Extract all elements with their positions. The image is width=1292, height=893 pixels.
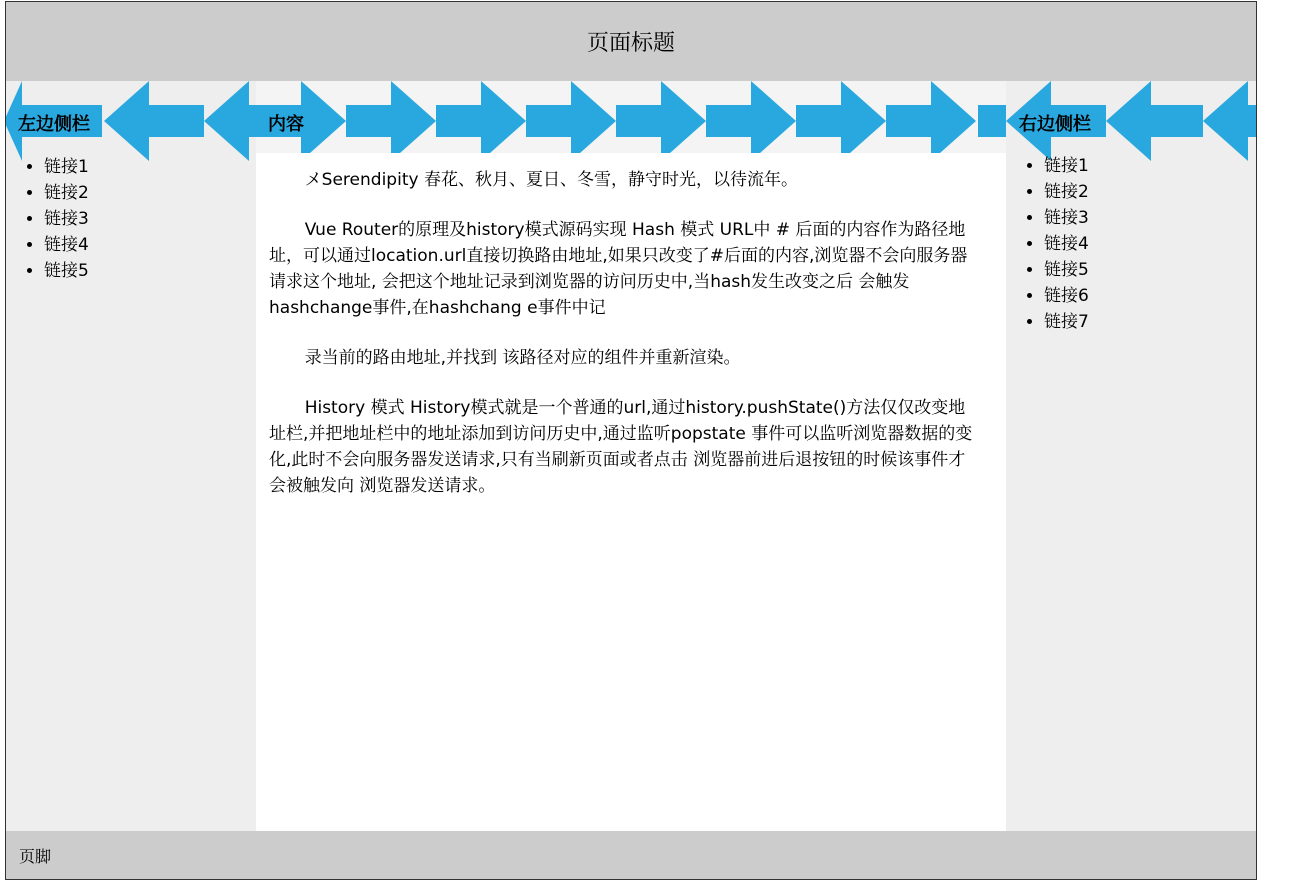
right-link-4[interactable] [1044,231,1089,257]
left-link-3[interactable] [44,206,89,232]
left-link-5-label[interactable]: 链接5 [44,261,89,281]
paragraph-2: Vue Router的原理及history模式源码实现 Hash 模式 URL中 # 后面的内容作为路径地址，可以通过location.url直接切换路由地址,如果只改变了#后面的内容,浏览器不会向服务器请求这个地址, 会把这个地址记录到浏览器的访问历史中,当hash发生改变之后 会触发hashchange事件,在hashchang e事件中记 [269,220,968,318]
right-link-6[interactable] [1044,283,1089,309]
left-link-2[interactable] [44,180,89,206]
right-link-7[interactable] [1044,309,1089,335]
left-link-2-label[interactable]: 链接2 [44,183,89,203]
left-link-4-label[interactable]: 链接4 [44,235,89,255]
article-body [269,167,981,523]
right-link-2-label[interactable]: 链接2 [1044,182,1089,202]
left-link-1[interactable] [44,154,89,180]
left-link-5[interactable] [44,258,89,284]
paragraph-4: History 模式 History模式就是一个普通的url,通过history.pushState()方法仅仅改变地址栏,并把地址栏中的地址添加到访问历史中,通过监听popstate 事件可以监听浏览器数据的变化,此时不会向服务器发送请求,只有当刷新页面或者点击 浏览器前进后退按钮的时候该事件才会被触发向 浏览器发送请求。 [269,398,973,496]
page-footer [6,831,1256,879]
left-sidebar [6,81,256,831]
content-top-edge [256,153,1006,161]
paragraph-3: 录当前的路由地址,并找到 该路径对应的组件并重新渲染。 [304,348,741,368]
right-link-2[interactable] [1044,179,1089,205]
right-link-5-label[interactable]: 链接5 [1044,260,1089,280]
right-sidebar-heading: 右边侧栏 [1019,114,1091,135]
page-title: 页面标题 [586,31,675,56]
right-link-3-label[interactable]: 链接3 [1044,208,1089,228]
main-arrow-background [256,81,1006,161]
paragraph-1: メSerendipity 春花、秋月、夏日、冬雪，静守时光，以待流年。 [304,170,798,190]
left-sidebar-heading: 左边侧栏 [18,114,90,135]
left-link-4[interactable] [44,232,89,258]
right-link-6-label[interactable]: 链接6 [1044,286,1089,306]
right-link-1[interactable] [1044,153,1089,179]
right-link-5[interactable] [1044,257,1089,283]
footer-text: 页脚 [19,846,52,866]
page-header [6,2,1256,81]
main-content [256,81,1006,831]
right-link-4-label[interactable]: 链接4 [1044,234,1089,254]
left-link-3-label[interactable]: 链接3 [44,209,89,229]
left-link-list [6,154,89,284]
right-arrows-icon [256,81,1006,161]
left-link-1-label[interactable]: 链接1 [44,157,89,177]
page-frame [5,1,1257,880]
right-link-7-label[interactable]: 链接7 [1044,312,1089,332]
right-link-list [1006,153,1089,335]
right-sidebar [1006,81,1256,831]
right-link-1-label[interactable]: 链接1 [1044,156,1089,176]
right-link-3[interactable] [1044,205,1089,231]
content-heading: 内容 [268,114,304,135]
